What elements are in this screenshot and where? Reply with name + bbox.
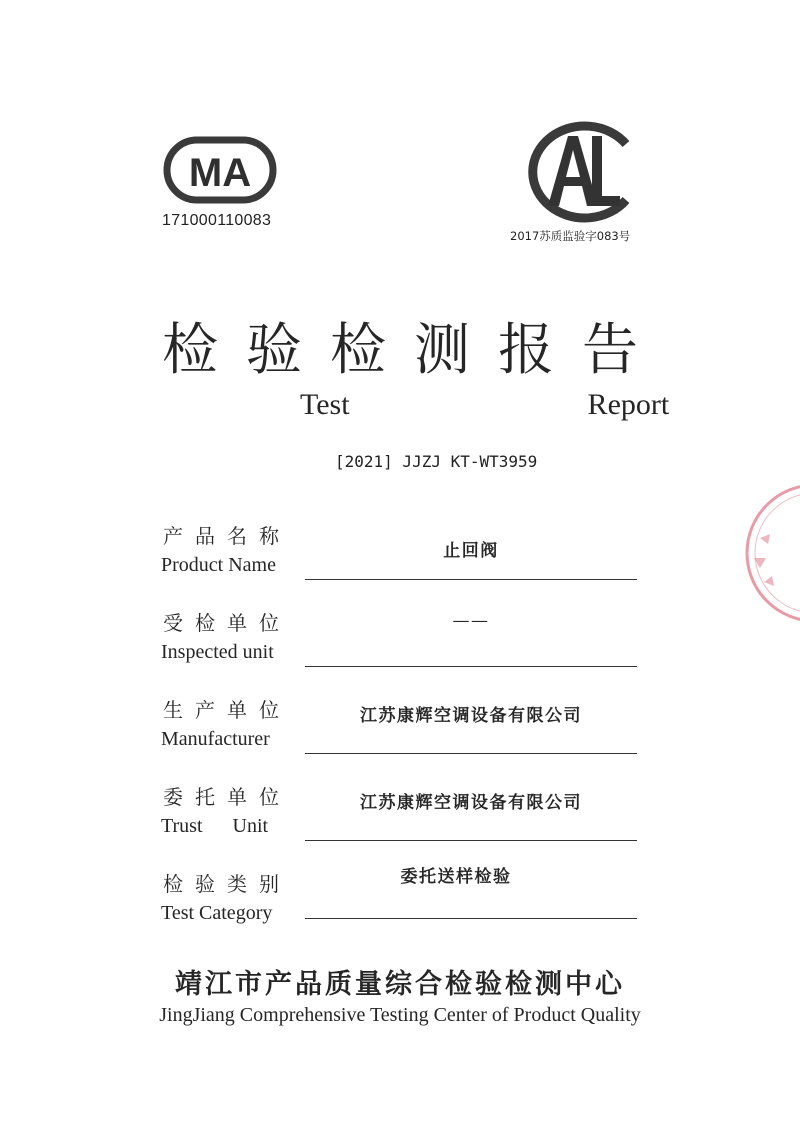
field-product-name [160,520,640,590]
cal-number: 2017苏质监验字083号 [510,229,631,243]
cma-number: 171000110083 [162,212,272,229]
issuer-name-chinese: 靖江市产品质量综合检验检测中心 [175,969,625,1000]
field-inspected-unit [160,607,640,677]
field-value: —— [452,611,490,631]
field-test-category [160,868,640,938]
field-label-en: Manufacturer [161,728,270,750]
field-label-en: Test Category [161,902,273,924]
svg-text:CAL: CAL [508,107,543,126]
field-underline [305,753,637,754]
cma-logo-text: MA [188,151,252,195]
field-value: 止回阀 [443,541,499,561]
red-seal-stamp-icon [740,478,800,628]
field-underline [305,918,637,919]
report-number: [2021] JJZJ KT-WT3959 [335,452,538,471]
field-value: 江苏康辉空调设备有限公司 [360,793,582,813]
field-manufacturer [160,694,640,764]
field-label-cn: 受检单位 [163,611,291,635]
cma-logo-icon [157,134,283,206]
field-value: 委托送样检验 [400,867,512,887]
title-chinese: 检验检测报告 [162,318,666,383]
field-underline [305,666,637,667]
field-label-cn: 生产单位 [163,698,291,722]
field-underline [305,579,637,580]
field-underline [305,840,637,841]
field-label-cn: 委托单位 [163,785,291,809]
field-value: 江苏康辉空调设备有限公司 [360,706,582,726]
field-trust-unit [160,781,640,851]
field-label-cn: 检验类别 [163,872,291,896]
title-english: Test Report [300,388,670,421]
field-label-en: Product Name [161,554,276,576]
field-label-cn: 产品名称 [163,524,291,548]
cal-logo-icon [508,107,640,222]
field-label-en: Trust Unit [161,815,269,837]
field-label-en: Inspected unit [161,641,274,663]
cal-logo-text [508,107,543,126]
issuer-name-english: JingJiang Comprehensive Testing Center of Product Quality [159,1004,641,1026]
